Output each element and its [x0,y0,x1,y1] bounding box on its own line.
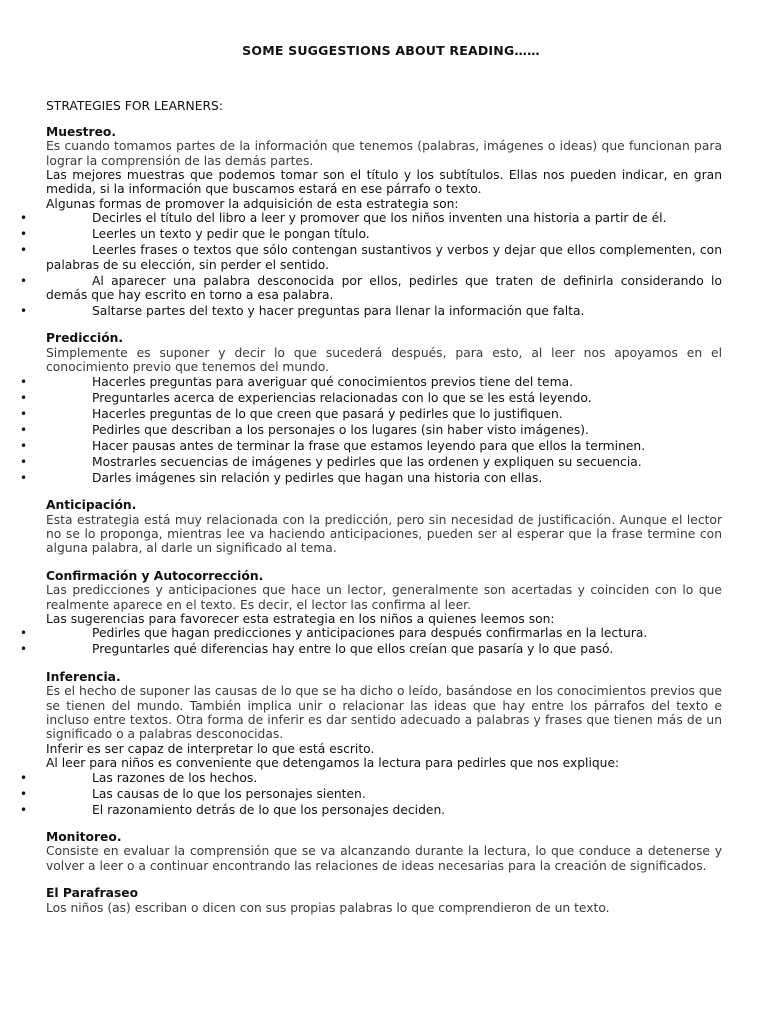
bullet-item: • Las causas de lo que los personajes sienten. [46,787,722,801]
bullet-item: • Leerles un texto y pedir que le pongan título. [46,227,722,241]
section-heading: Inferencia. [46,669,121,684]
section-paragraph: Las predicciones y anticipaciones que hace un lector, generalmente son acertadas y coinciden con lo que realmente aparece en el texto. Es decir, el lector las confirma al leer. [46,583,722,612]
bullet-item: • Preguntarles acerca de experiencias relacionadas con lo que se les está leyendo. [46,391,722,405]
bullet-item: • Al aparecer una palabra desconocida por ellos, pedirles que traten de definirla considerando lo demás que hay escrito en torno a esa palabra. [46,274,722,303]
bullet-list [46,626,722,656]
bullet-item: • Hacer pausas antes de terminar la frase que estamos leyendo para que ellos la terminen. [46,439,722,453]
bullet-list [46,771,722,817]
section-paragraph: Las mejores muestras que podemos tomar son el título y los subtítulos. Ellas nos pueden indicar, en gran medida, si la información que buscamos estará en ese párrafo o texto. [46,168,722,197]
section-paragraph: Esta estrategia está muy relacionada con la predicción, pero sin necesidad de justificación. Aunque el lector no se lo proponga, mientras lee va haciendo anticipaciones, pueden ser al esperar que la frase termine con alguna palabra, al darle un significado al tema. [46,512,722,556]
section [46,670,722,817]
bullet-item: • Pedirles que describan a los personajes o los lugares (sin haber visto imágenes). [46,423,722,437]
section-heading: El Parafraseo [46,886,139,901]
section-paragraph: Las sugerencias para favorecer esta estrategia en los niños a quienes leemos son: [46,611,555,626]
section [46,498,722,556]
section [46,886,722,915]
section-paragraph: Al leer para niños es conveniente que detengamos la lectura para pedirles que nos explique: [46,756,620,771]
bullet-item: • Mostrarles secuencias de imágenes y pedirles que las ordenen y expliquen su secuencia. [46,455,722,469]
section [46,569,722,657]
bullet-list [46,375,722,485]
section-heading: Monitoreo. [46,830,122,844]
bullet-item: • Saltarse partes del texto y hacer preguntas para llenar la información que falta. [46,304,722,318]
bullet-item: • Pedirles que hagan predicciones y anticipaciones para después confirmarlas en la lectura. [46,626,722,640]
bullet-list [46,211,722,318]
bullet-item: • Leerles frases o textos que sólo contengan sustantivos y verbos y dejar que ellos complementen, con palabras de su elección, sin perder el sentido. [46,243,722,272]
section-heading: Anticipación. [46,498,137,513]
sections-container [46,125,722,915]
section-heading: Muestreo. [46,124,117,139]
section [46,125,722,319]
bullet-item: • Decirles el título del libro a leer y promover que los niños inventen una historia a partir de él. [46,211,722,225]
section-paragraph: Consiste en evaluar la comprensión que se va alcanzando durante la lectura, lo que conduce a detenerse y volver a leer o a continuar encontrando las relaciones de ideas necesarias para la creación de significados. [46,844,722,873]
document-subtitle: STRATEGIES FOR LEARNERS: [46,99,223,114]
section [46,830,722,873]
section-paragraph: Inferir es ser capaz de interpretar lo que está escrito. [46,741,375,756]
section-heading: Predicción. [46,331,124,346]
section-paragraph: Algunas formas de promover la adquisición de esta estrategia son: [46,196,459,211]
bullet-item: • Hacerles preguntas de lo que creen que pasará y pedirles que lo justifiquen. [46,407,722,421]
section-heading: Confirmación y Autocorrección. [46,568,264,583]
section [46,331,722,485]
section-paragraph: Es cuando tomamos partes de la información que tenemos (palabras, imágenes o ideas) que funcionan para lograr la comprensión de las demás partes. [46,139,722,168]
bullet-item: • Preguntarles qué diferencias hay entre lo que ellos creían que pasaría y lo que pasó. [46,642,722,656]
section-paragraph: Simplemente es suponer y decir lo que sucederá después, para esto, al leer nos apoyamos en el conocimiento previo que tenemos del mundo. [46,345,722,375]
bullet-item: • Hacerles preguntas para averiguar qué conocimientos previos tiene del tema. [46,375,722,389]
bullet-item: • Las razones de los hechos. [46,771,722,785]
section-paragraph: Los niños (as) escriban o dicen con sus propias palabras lo que comprendieron de un texto. [46,900,610,915]
document-title: SOME SUGGESTIONS ABOUT READING…… [242,43,540,58]
bullet-item: • El razonamiento detrás de lo que los personajes deciden. [46,803,722,817]
section-paragraph: Es el hecho de suponer las causas de lo que se ha dicho o leído, basándose en los conocimientos previos que se tienen del mundo. También implica unir o relacionar las ideas que hay entre los párrafos del texto e incluso entre textos. Otra forma de inferir es dar sentido adecuado a palabras y frases que tienen más de un significado o a palabras desconocidas. [46,684,722,742]
bullet-item: • Darles imágenes sin relación y pedirles que hagan una historia con ellas. [46,471,722,485]
